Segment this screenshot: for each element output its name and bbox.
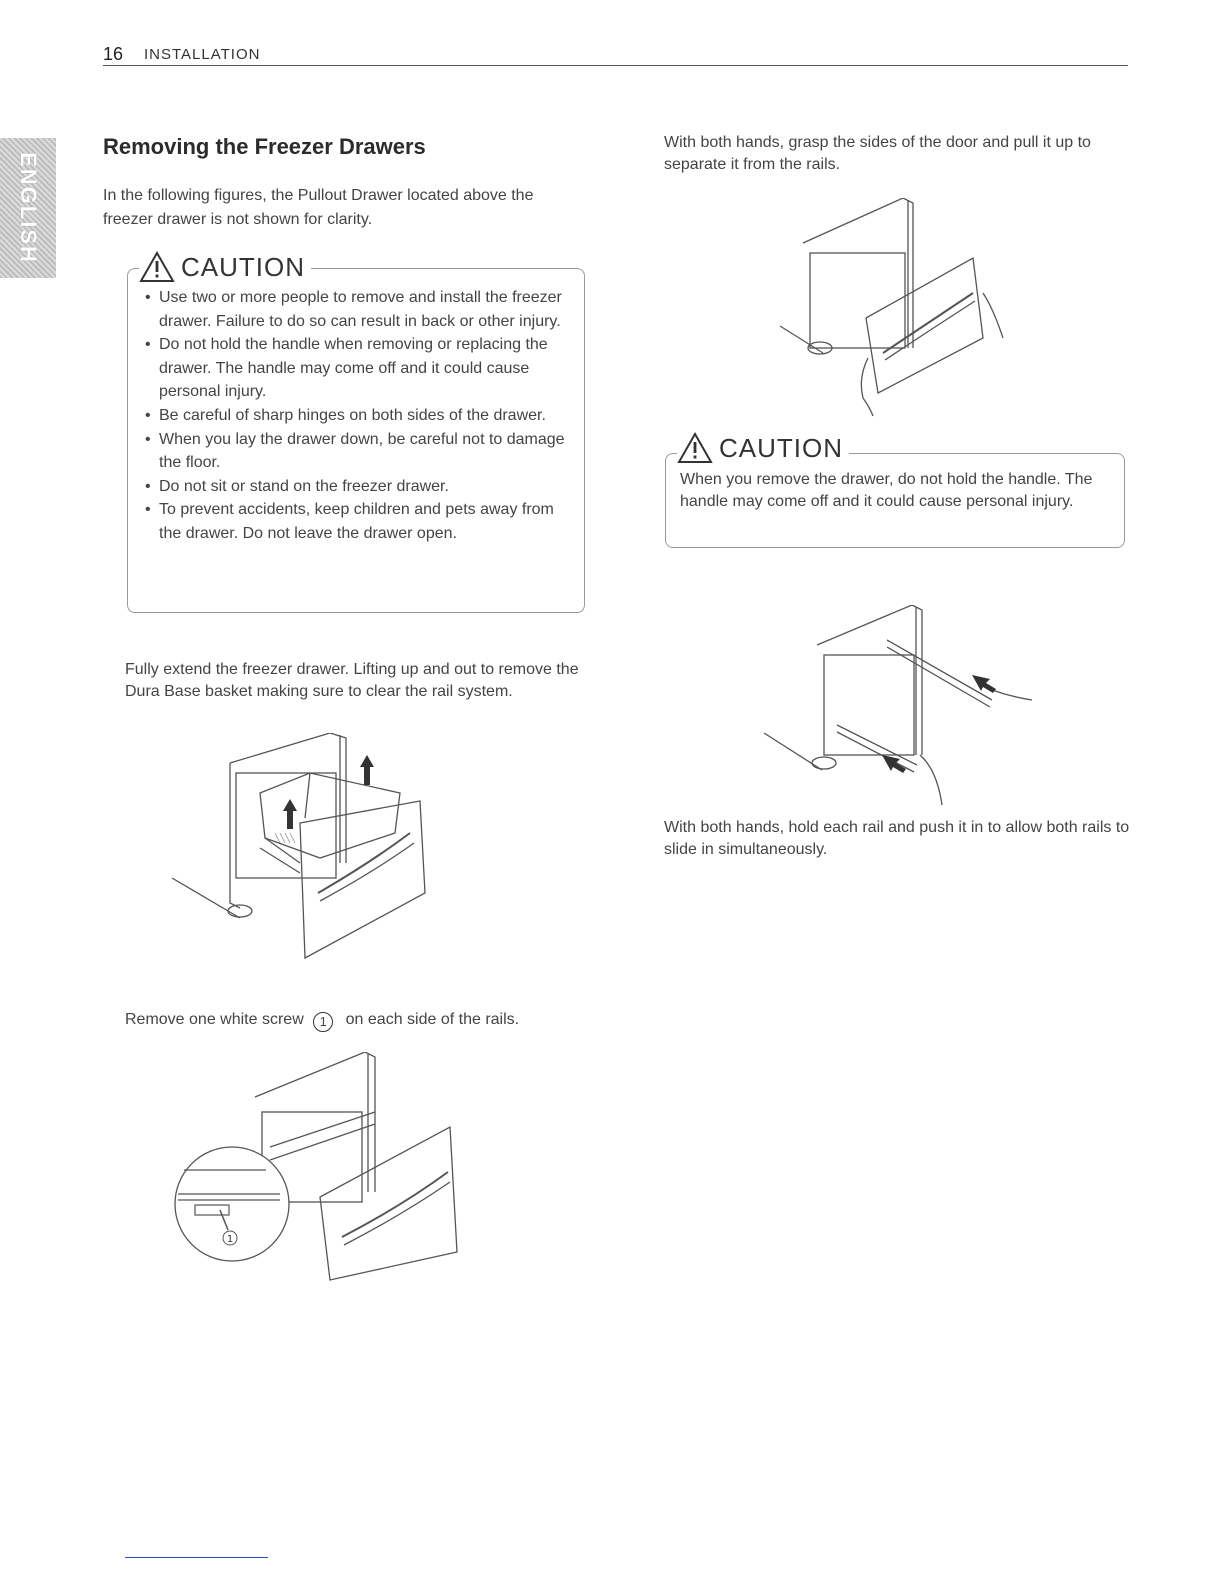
caution-item: • When you lay the drawer down, be careful not to damage the floor. [131,428,571,475]
bullet-icon: • [145,477,151,495]
caution-item: • Use two or more people to remove and install the freezer drawer. Failure to do so can result in back or other injury. [131,286,571,333]
bullet-icon: • [145,289,151,306]
footer-rule [125,1557,268,1558]
page-title: Removing the Freezer Drawers [103,134,426,159]
page-number: 16 [103,44,124,64]
screw-marker-icon: 1 [313,1012,333,1032]
caution-item: • Do not hold the handle when removing or replacing the drawer. The handle may come off and it could cause personal injury. [131,333,571,404]
caution-item: • To prevent accidents, keep children and pets away from the drawer. Do not leave the drawer open. [131,498,571,545]
step-push-text: With both hands, hold each rail and push it in to allow both rails to slide in simultaneously. [664,819,1130,858]
bullet-icon: • [145,501,151,519]
figure-push-rails [762,605,1042,810]
step-screw-text [125,1009,595,1032]
caution-heading-side [677,432,849,464]
step-grasp-text: With both hands, grasp the sides of the door and pull it up to separate it from the rails. [664,134,1091,173]
caution-side-text: When you remove the drawer, do not hold the handle. The handle may come off and it could cause personal injury. [680,471,1093,510]
warning-triangle-icon [139,251,175,283]
warning-triangle-icon [677,432,713,464]
figure-screw-location [170,1052,470,1284]
step-screw-before: Remove one white screw [125,1011,304,1028]
bullet-icon: • [145,430,151,448]
caution-list-main [131,286,571,546]
bullet-icon: • [145,406,151,424]
screw-callout-label: 1 [226,1234,234,1245]
bullet-icon: • [145,336,151,354]
step-screw-after: on each side of the rails. [345,1011,520,1028]
figure-basket-removal [170,733,450,963]
caution-heading-main [139,251,311,283]
language-tab-label: ENGLISH [16,152,41,264]
caution-item: • Do not sit or stand on the freezer drawer. [131,475,571,499]
page-header [103,44,1128,66]
caution-item: • Be careful of sharp hinges on both sides of the drawer. [131,404,571,428]
intro-text: In the following figures, the Pullout Drawer located above the freezer drawer is not shown for clarity. [103,187,534,228]
caution-label: CAUTION [181,251,305,282]
language-tab [0,138,56,278]
figure-separate-drawer [778,198,1028,418]
step-extend-text: Fully extend the freezer drawer. Lifting up and out to remove the Dura Base basket making sure to clear the rail system. [125,661,579,700]
section-name: INSTALLATION [144,46,261,63]
caution-label: CAUTION [719,432,843,463]
